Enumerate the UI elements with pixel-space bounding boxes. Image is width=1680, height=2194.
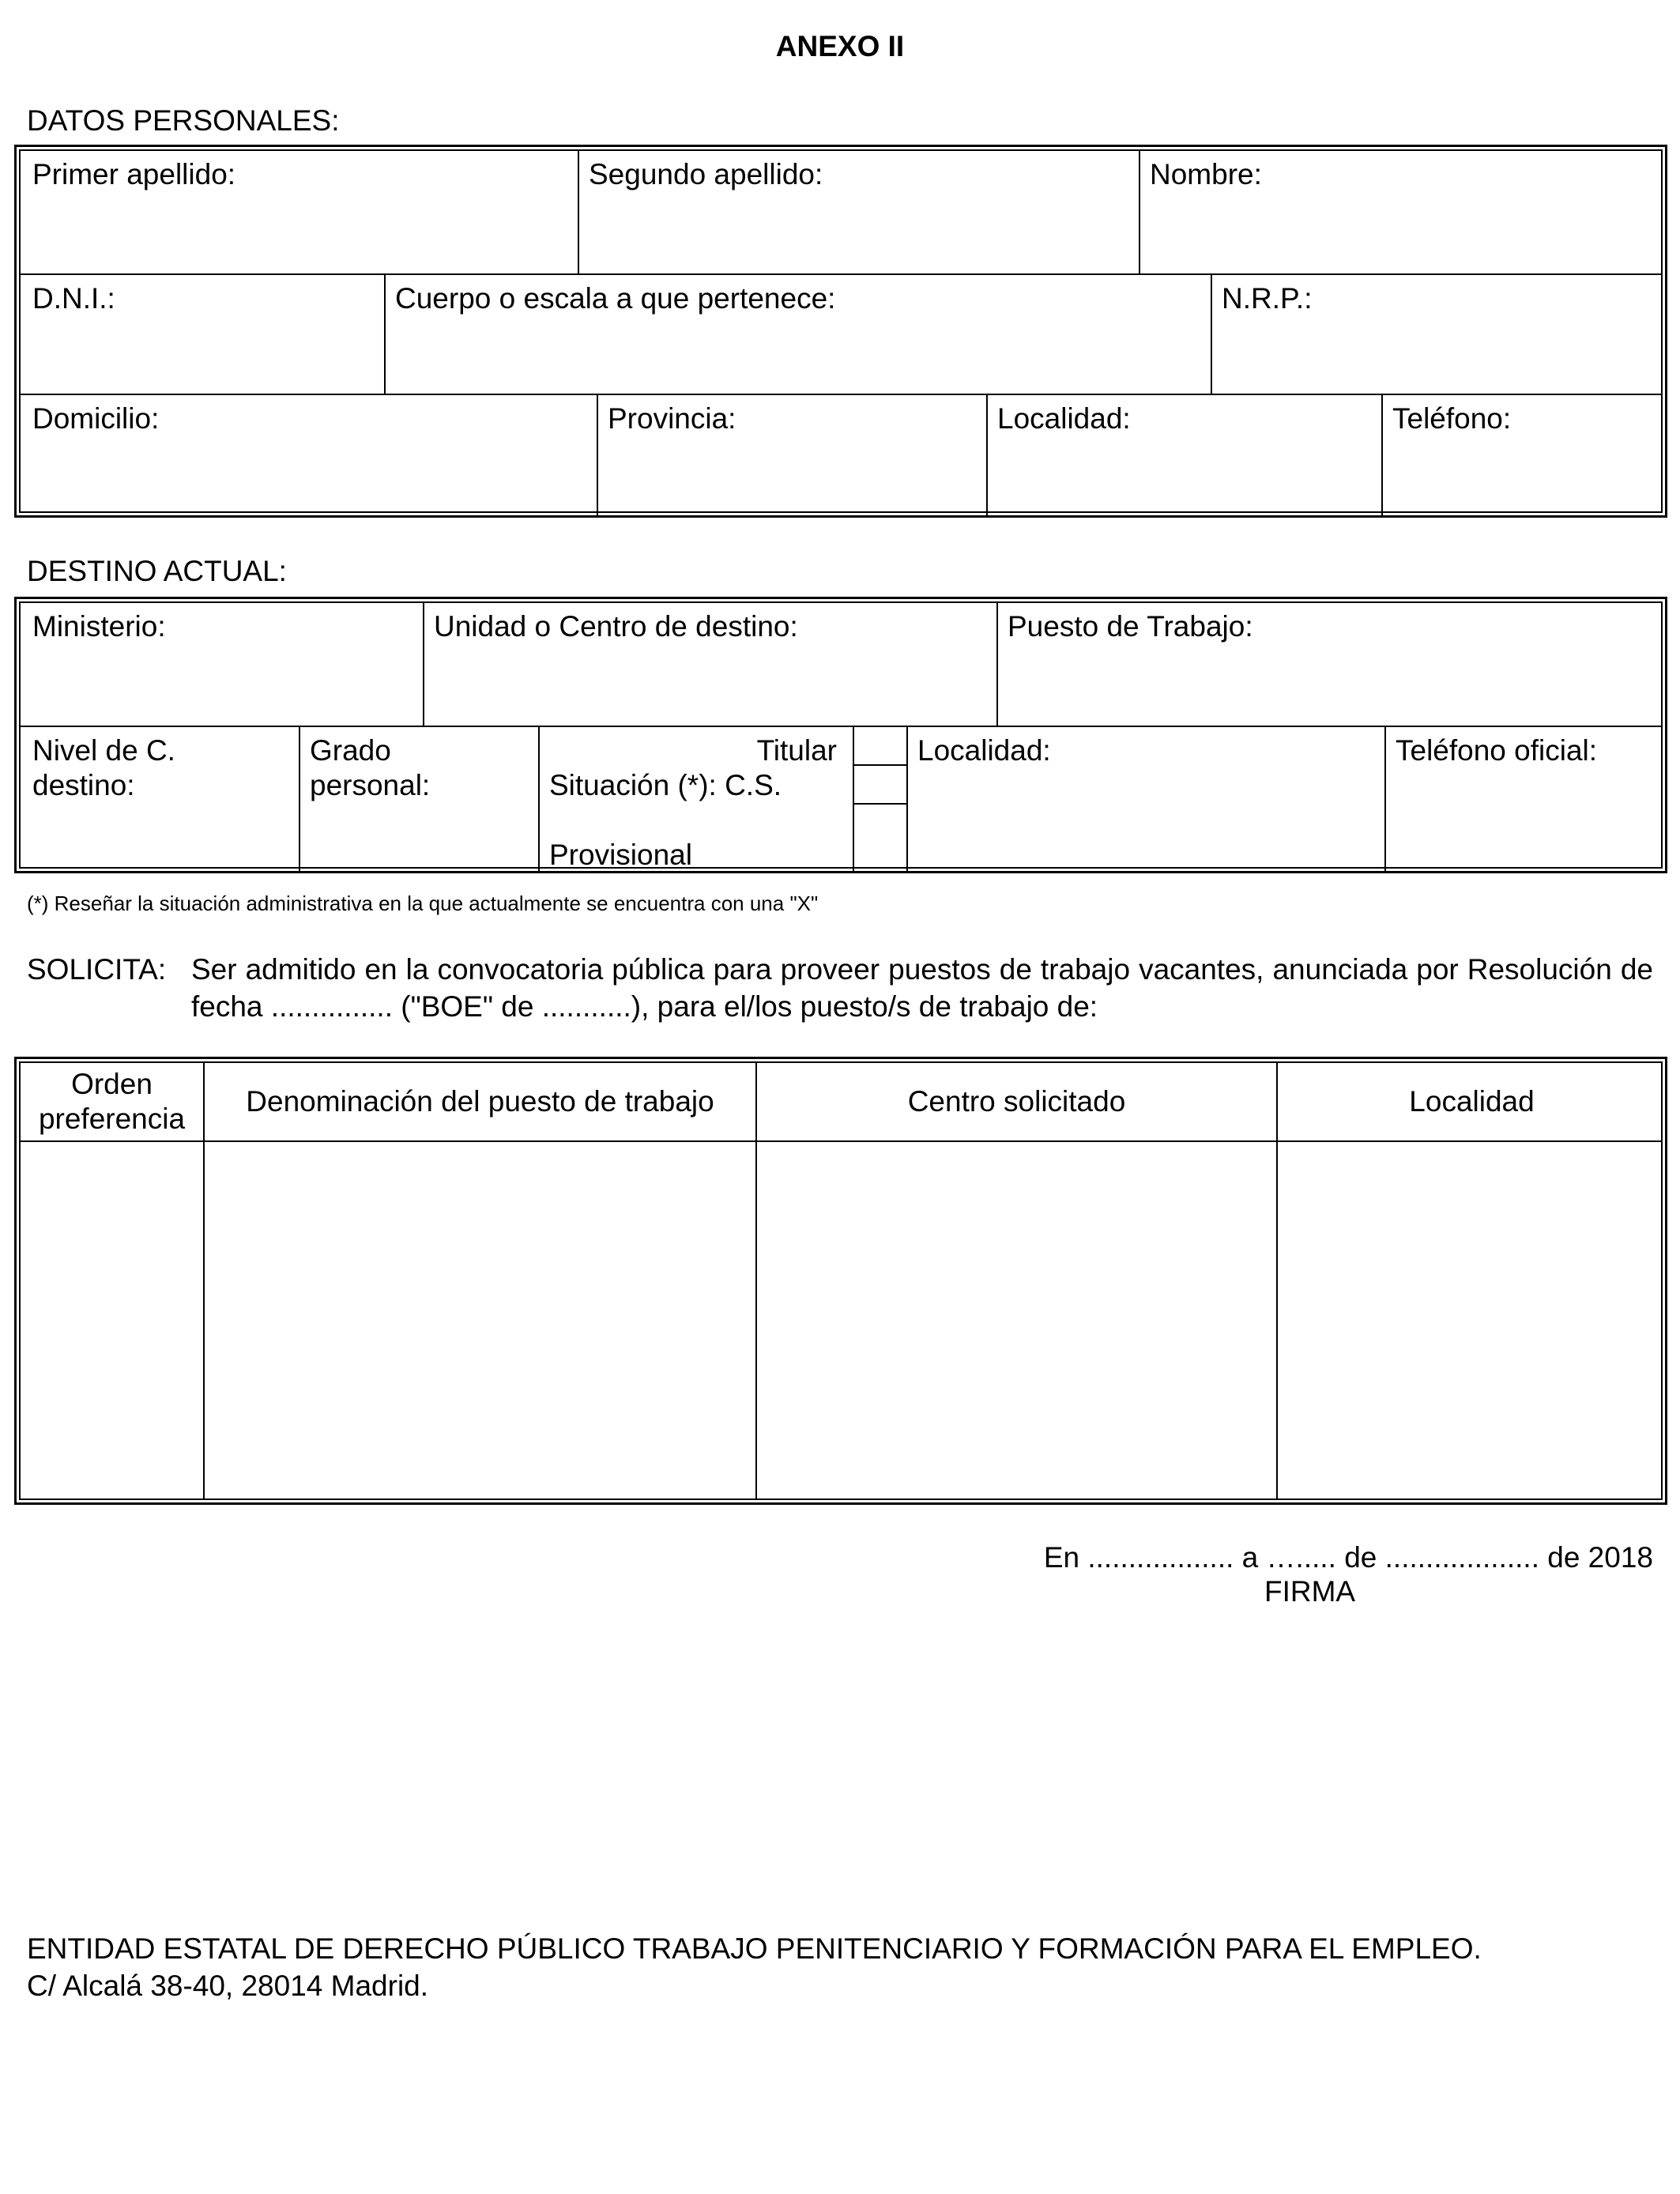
datos-personales-table [14, 145, 1667, 518]
ministerio-field[interactable]: Ministerio: [32, 610, 166, 643]
situacion-cell [540, 727, 840, 873]
datos-personales-heading: DATOS PERSONALES: [27, 104, 340, 137]
col-centro-header: Centro solicitado [907, 1085, 1126, 1118]
cuerpo-field[interactable]: Cuerpo o escala a que pertenece: [395, 282, 836, 315]
situacion-titular-label: Titular [756, 734, 837, 767]
situacion-note: (*) Reseñar la situación administrativa en la que actualmente se encuentra con una "X" [27, 892, 819, 915]
grado-personal-field[interactable] [300, 727, 430, 803]
provisional-checkbox[interactable] [854, 805, 906, 872]
col-orden-header [21, 1063, 203, 1140]
situacion-provisional-label: Provisional [549, 839, 692, 871]
localidad-destino-field[interactable]: Localidad: [917, 734, 1051, 767]
nrp-field[interactable]: N.R.P.: [1222, 282, 1313, 315]
titular-checkbox[interactable] [854, 727, 906, 764]
footer-street: C/ Alcalá 38-40, 28014 Madrid. [27, 1970, 429, 2002]
dni-field[interactable]: D.N.I.: [32, 282, 115, 315]
footer-entity: ENTIDAD ESTATAL DE DERECHO PÚBLICO TRABAJO PENITENCIARIO Y FORMACIÓN PARA EL EMPLEO. [27, 1932, 1482, 1965]
situacion-label: Situación (*): C.S. [549, 769, 782, 801]
col-orden-label-2: preferencia [38, 1103, 186, 1135]
centro-input-cell[interactable] [757, 1142, 1276, 1503]
orden-input-cell[interactable] [21, 1142, 203, 1503]
localidad-field[interactable]: Localidad: [997, 402, 1131, 435]
primer-apellido-field[interactable]: Primer apellido: [32, 158, 236, 190]
col-denominacion-header: Denominación del puesto de trabajo [246, 1085, 714, 1118]
segundo-apellido-field[interactable]: Segundo apellido: [589, 158, 823, 190]
nombre-field[interactable]: Nombre: [1150, 158, 1262, 190]
puestos-table [14, 1057, 1667, 1505]
localidad-input-cell[interactable] [1278, 1142, 1666, 1503]
footer-address [27, 1930, 1482, 2004]
solicita-label: SOLICITA: [27, 953, 167, 986]
cs-checkbox[interactable] [854, 766, 906, 803]
domicilio-field[interactable]: Domicilio: [32, 402, 160, 435]
destino-actual-heading: DESTINO ACTUAL: [27, 555, 287, 587]
provincia-field[interactable]: Provincia: [608, 402, 736, 435]
firma-label: FIRMA [1264, 1575, 1356, 1608]
unidad-centro-field[interactable]: Unidad o Centro de destino: [434, 610, 798, 643]
fecha-line: En .................. a …..... de ................... de 2018 [1043, 1541, 1653, 1574]
puesto-trabajo-field[interactable]: Puesto de Trabajo: [1008, 610, 1253, 643]
grado-personal-label-1: Grado [310, 734, 391, 767]
col-localidad-header: Localidad [1409, 1085, 1535, 1118]
nivel-destino-label-2: destino: [32, 769, 135, 801]
destino-actual-table [14, 597, 1667, 873]
solicita-text: Ser admitido en la convocatoria pública para proveer puestos de trabajo vacantes, anunciada por Resolución de fecha ............... ("BOE" de ...........), para el/los puesto/s de trabajo de: [191, 953, 1653, 1023]
telefono-oficial-field[interactable]: Teléfono oficial: [1396, 734, 1598, 767]
nivel-destino-field[interactable] [23, 727, 175, 803]
col-orden-label-1: Orden [71, 1068, 153, 1100]
page-title: ANEXO II [775, 30, 905, 62]
nivel-destino-label-1: Nivel de C. [32, 734, 175, 767]
grado-personal-label-2: personal: [310, 769, 431, 801]
telefono-field[interactable]: Teléfono: [1392, 402, 1512, 435]
denominacion-input-cell[interactable] [205, 1142, 755, 1503]
